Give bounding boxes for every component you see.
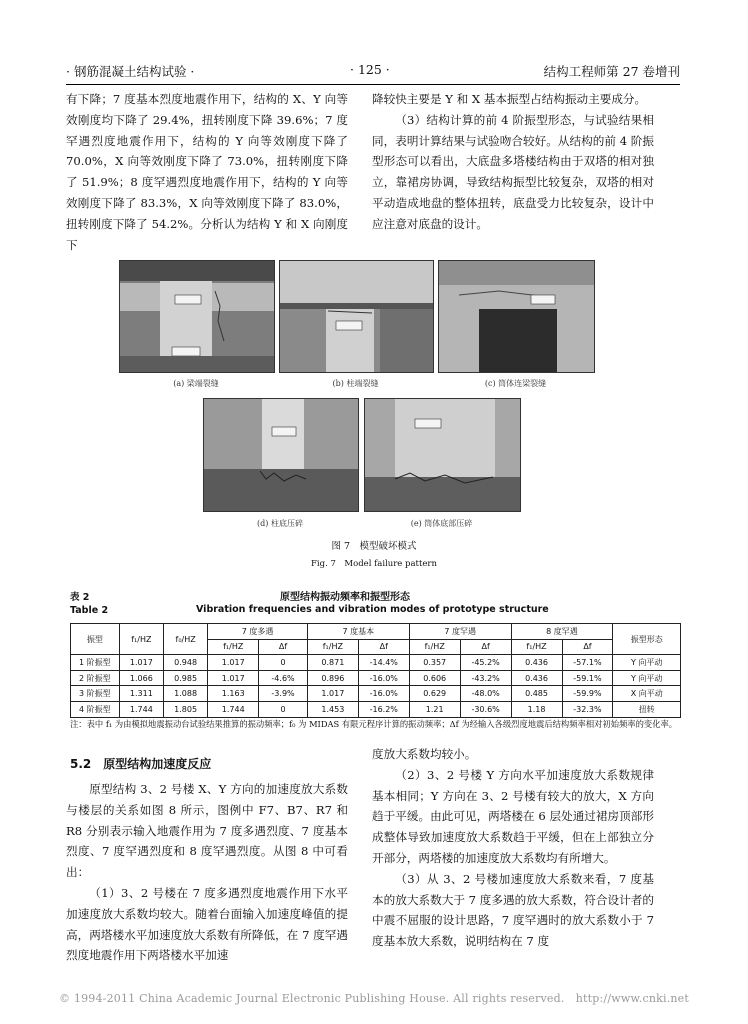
table-title-cn: 原型结构振动频率和振型形态 (280, 592, 410, 603)
table-cell: -16.2% (358, 701, 409, 717)
table-cell: -3.9% (259, 686, 308, 702)
paragraph: （3）从 3、2 号楼加速度放大系数来看，7 度基本的放大系数大于 7 度多遇的放大系数，符合设计者的中震不屈服的设计思路，7 度罕遇时的放大系数小于 7 度基本放大系数，说明结构在 7 度 (372, 871, 654, 949)
table-note: 注：表中 f₁ 为由模拟地震振动台试验结果推算的振动频率；f₀ 为 MIDAS 有限元程序计算的振动频率；Δf 为经输入各级烈度地震后结构频率相对初始频率的变化率。 (70, 719, 678, 729)
table-header-cell: 振型形态 (613, 624, 681, 655)
table-cell: 1.453 (307, 701, 358, 717)
table-row (71, 655, 681, 671)
table-header-cell: f₁/HZ (307, 639, 358, 655)
table-header-cell: f₁/HZ (409, 639, 460, 655)
paragraph: 原型结构 3、2 号楼 X、Y 方向的加速度放大系数与楼层的关系如图 8 所示，图例中 F7、B7、R7 和 R8 分别表示输入地震作用为 7 度多遇烈度、7 度基本烈度、7 度罕遇烈度和 8 度罕遇烈度。从图 8 中可看出： (66, 782, 348, 880)
header-rule (66, 84, 680, 85)
table-cell: Y 向平动 (613, 655, 681, 671)
table-header-cell: 8 度罕遇 (511, 624, 613, 640)
table-cell: 1.21 (409, 701, 460, 717)
table-cell: -16.0% (358, 670, 409, 686)
paragraph: 降较快主要是 Y 和 X 基本振型占结构振动主要成分。 (372, 92, 647, 106)
table-cell: Y 向平动 (613, 670, 681, 686)
copyright-footer: © 1994-2011 China Academic Journal Electronic Publishing House. All rights reserved. http://www.cnki.net (58, 992, 690, 1005)
photo-caption-e: (e) 筒体底部压碎 (410, 519, 473, 528)
paragraph: （2）3、2 号楼 Y 方向水平加速度放大系数规律基本相同；Y 方向在 3、2 号楼有较大的放大，X 方向趋于平缓。由此可见，两塔楼在 6 层处通过裙房顶部形成整体导致加速度放大系数趋于平缓，但在上部独立分开部分，两塔楼的加速度放大系数均有所增大。 (372, 767, 654, 865)
paragraph: （3）结构计算的前 4 阶振型形态，与试验结果相同，表明计算结果与试验吻合较好。从结构的前 4 阶振型形态可以看出，大底盘多塔楼结构由于双塔的相对独立，靠裙房协调，导致结构振型比较复杂，双塔的相对平动造成地盘的整体扭转，底盘受力比较复杂，设计中应注意对底盘的设计。 (372, 112, 654, 231)
text-column-top-right (372, 89, 654, 235)
table-cell: 0.606 (409, 670, 460, 686)
table-cell: 0.436 (511, 670, 562, 686)
table-cell: 0.357 (409, 655, 460, 671)
section-heading: 5.2 原型结构加速度反应 (70, 757, 212, 771)
table-row (71, 686, 681, 702)
paragraph: 度放大系数均较小。 (372, 747, 477, 761)
table-cell: 0 (259, 655, 308, 671)
table-row (71, 670, 681, 686)
table-row (71, 701, 681, 717)
table-cell: 扭转 (613, 701, 681, 717)
photo-core-coupling-beam-crack (438, 260, 595, 373)
table-cell: -14.4% (358, 655, 409, 671)
table-cell: 2 阶振型 (71, 670, 120, 686)
table-cell: -48.0% (460, 686, 511, 702)
table-title-en: Vibration frequencies and vibration modes of prototype structure (196, 604, 549, 615)
table-header-cell: f₁/HZ (511, 639, 562, 655)
table-cell: -16.0% (358, 686, 409, 702)
text-column-bottom-left (66, 779, 348, 966)
table-cell: 1 阶振型 (71, 655, 120, 671)
table-cell: 0.871 (307, 655, 358, 671)
table-cell: 1.017 (119, 655, 163, 671)
photo-caption-c: (c) 筒体连梁裂缝 (484, 379, 547, 388)
table-header-cell: f₁/HZ (119, 624, 163, 655)
photo-core-bottom-crushing (364, 398, 521, 512)
table-header-cell: Δf (358, 639, 409, 655)
table-cell: 0.629 (409, 686, 460, 702)
table-cell: 1.017 (208, 670, 259, 686)
table-header-cell: 7 度罕遇 (409, 624, 511, 640)
table-cell: X 向平动 (613, 686, 681, 702)
table-cell: -45.2% (460, 655, 511, 671)
table-cell: 1.066 (119, 670, 163, 686)
text-column-top-left (66, 89, 348, 255)
table-cell: 1.744 (119, 701, 163, 717)
table-cell: 4 阶振型 (71, 701, 120, 717)
table-cell: 0.436 (511, 655, 562, 671)
table-header-cell: Δf (259, 639, 308, 655)
table-cell: -32.3% (562, 701, 613, 717)
table-cell: -43.2% (460, 670, 511, 686)
table-cell: 1.744 (208, 701, 259, 717)
journal-title: 结构工程师第 27 卷增刊 (543, 64, 680, 79)
running-header (66, 62, 680, 84)
table-cell: 1.163 (208, 686, 259, 702)
table-cell: 0.985 (163, 670, 207, 686)
table-cell: 1.017 (307, 686, 358, 702)
table-cell: 0 (259, 701, 308, 717)
table-header-cell: 振型 (71, 624, 120, 655)
table-cell: 1.088 (163, 686, 207, 702)
table-cell: 1.805 (163, 701, 207, 717)
figure-title-cn: 图 7 模型破坏模式 (331, 541, 417, 552)
table-cell: 1.311 (119, 686, 163, 702)
table-cell: -59.9% (562, 686, 613, 702)
table-header-cell: Δf (562, 639, 613, 655)
photo-caption-a: (a) 梁端裂缝 (173, 379, 219, 388)
photo-caption-b: (b) 柱端裂缝 (332, 379, 379, 388)
table-cell: -59.1% (562, 670, 613, 686)
table-header-cell: Δf (460, 639, 511, 655)
table-cell: 1.18 (511, 701, 562, 717)
table-label-cn: 表 2 (70, 592, 90, 603)
table-cell: 1.017 (208, 655, 259, 671)
table-cell: 3 阶振型 (71, 686, 120, 702)
table-header-cell: f₀/HZ (163, 624, 207, 655)
photo-beam-end-crack (119, 260, 275, 373)
table-header-cell: f₁/HZ (208, 639, 259, 655)
paragraph: （1）3、2 号楼在 7 度多遇烈度地震作用下水平加速度放大系数均较大。随着台面输入加速度峰值的提高，两塔楼水平加速度放大系数有所降低，在 7 度罕遇烈度地震作用下两塔楼水平加速 (66, 885, 348, 963)
photo-column-end-crack (279, 260, 434, 373)
table-label-en: Table 2 (70, 605, 109, 616)
table-cell: 0.896 (307, 670, 358, 686)
photo-caption-d: (d) 柱底压碎 (257, 519, 303, 528)
table-header-row (71, 624, 681, 640)
table-cell: 0.485 (511, 686, 562, 702)
vibration-table (70, 623, 681, 718)
paragraph: 有下降；7 度基本烈度地震作用下，结构的 X、Y 向等效刚度均下降了 29.4%，扭转刚度下降 39.6%；7 度罕遇烈度地震作用下，结构的 Y 向等效刚度下降了 70.0%，X 向等效刚度下降了 73.0%，扭转刚度下降了 51.9%；8 度罕遇烈度地震作用下，结构的 Y 向等效刚度下降了 83.3%，X 向等效刚度下降了 83.0%，扭转刚度下降了 54.2%。分析认为结构 Y 和 X 向刚度下 (66, 92, 348, 252)
table-cell: -57.1% (562, 655, 613, 671)
figure-title-en: Fig. 7 Model failure pattern (311, 559, 437, 569)
text-column-bottom-right (372, 744, 654, 952)
table-cell: -4.6% (259, 670, 308, 686)
header-section-title: · 钢筋混凝土结构试验 · (66, 64, 195, 79)
table-header-cell: 7 度基本 (307, 624, 409, 640)
photo-column-bottom-crushing (203, 398, 359, 512)
table-cell: -30.6% (460, 701, 511, 717)
table-cell: 0.948 (163, 655, 207, 671)
table-header-cell: 7 度多遇 (208, 624, 308, 640)
page-number: · 125 · (350, 62, 390, 77)
